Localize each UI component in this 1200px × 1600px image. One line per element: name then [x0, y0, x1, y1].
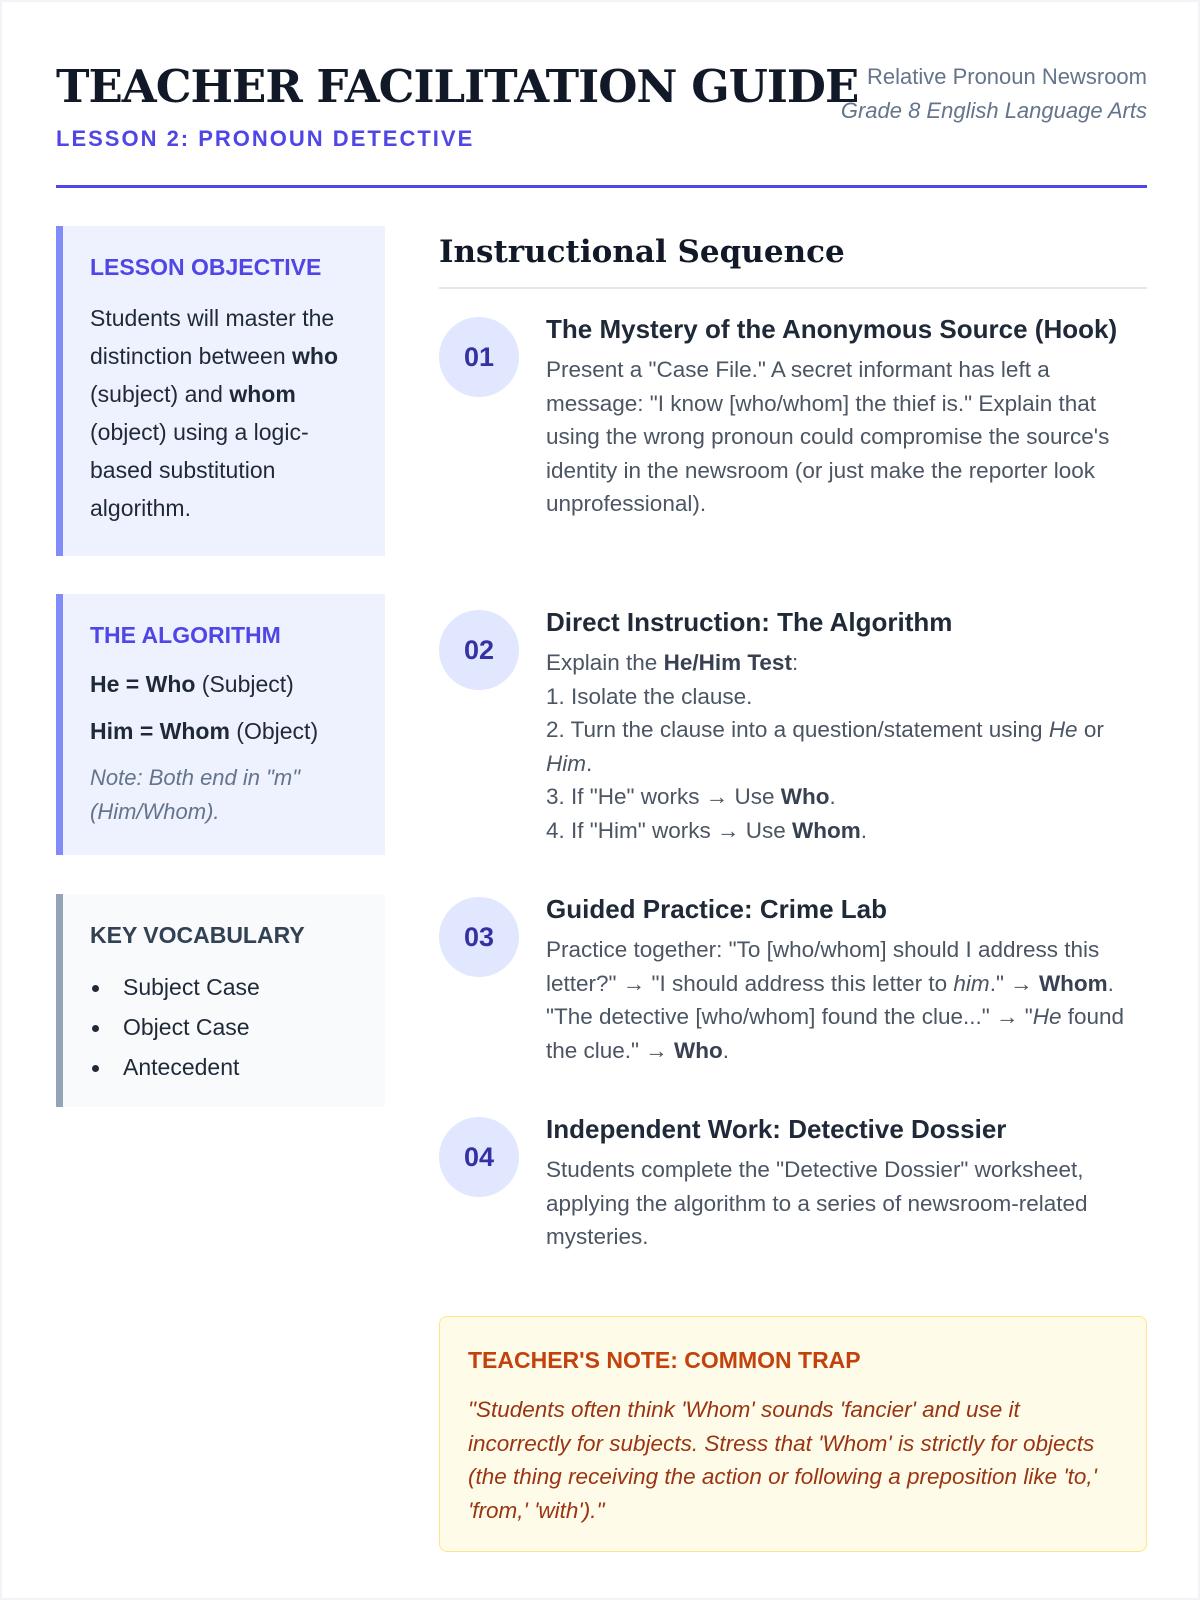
text-part: 2. Turn the clause into a question/statement using	[546, 717, 1049, 742]
course-meta	[841, 60, 1147, 128]
text-part: ." →	[989, 970, 1039, 996]
pronoun-who: Who	[674, 1037, 723, 1063]
step-line: 1. Isolate the clause.	[546, 683, 753, 709]
text-part: or	[1077, 717, 1104, 742]
algorithm-row-object	[90, 714, 367, 748]
objective-text-part: (object) using a logic-based substitution algorithm.	[90, 419, 309, 521]
objective-text-part: Students will master the distinction between	[90, 305, 335, 369]
step-description	[546, 933, 1147, 1067]
step-number-badge: 04	[439, 1117, 519, 1197]
pronoun-whom: Whom	[1038, 970, 1108, 996]
text-part: .	[722, 1037, 730, 1063]
instructional-sequence	[439, 226, 1147, 289]
algorithm-rule: He = Who	[90, 671, 196, 697]
algorithm-row-subject	[90, 667, 367, 701]
step-number-badge: 01	[439, 317, 519, 397]
course-name: Relative Pronoun Newsroom	[866, 64, 1147, 89]
text-part: .	[586, 750, 593, 776]
pronoun-him: him	[953, 970, 990, 996]
he-him-test: He/Him Test	[663, 650, 792, 675]
vocabulary-heading: KEY VOCABULARY	[90, 922, 305, 948]
objective-text-part: (subject) and	[90, 381, 230, 407]
text-part: 3. If "He" works → Use	[546, 784, 781, 809]
list-item: Object Case	[90, 1007, 367, 1047]
algorithm-case: (Subject)	[195, 671, 294, 697]
pronoun-who: Who	[780, 784, 830, 809]
algorithm-note: Note: Both end in "m" (Him/Whom).	[90, 765, 301, 824]
step-line	[546, 713, 1147, 780]
text-part: found the clue." →	[546, 1004, 1125, 1063]
pronoun-he: He	[1032, 1004, 1062, 1029]
objective-heading: LESSON OBJECTIVE	[90, 254, 322, 280]
guide-page	[2, 2, 1198, 1598]
grade-label: Grade 8 English Language Arts	[840, 98, 1147, 123]
step-description: Present a "Case File." A secret informant has left a message: "I know [who/whom] the thief is." Explain that using the wrong pronoun could compromise the source's identity in the newsroom (or just make the reporter look unprofessional).	[546, 357, 1110, 516]
algorithm-rule: Him = Whom	[90, 718, 230, 744]
objective-whom: whom	[229, 381, 296, 407]
pronoun-whom: Whom	[792, 817, 861, 843]
page-header	[56, 60, 1147, 188]
vocabulary-list	[90, 967, 367, 1087]
pronoun-he: He	[1048, 717, 1078, 742]
list-item: Subject Case	[90, 967, 367, 1007]
list-item: Antecedent	[90, 1047, 367, 1087]
step-number-badge: 02	[439, 610, 519, 690]
text-part: .	[829, 784, 836, 809]
text-part: Practice together: "To [who/whom] should I address this letter?" → "I should address this letter to	[546, 937, 1100, 996]
step-number-badge: 03	[439, 897, 519, 977]
algorithm-case: (Object)	[229, 718, 319, 744]
sequence-title: Instructional Sequence	[439, 226, 1147, 289]
step-description	[546, 646, 1147, 847]
step-line	[546, 780, 1147, 814]
step-title: Guided Practice: Crime Lab	[546, 894, 887, 924]
page-title: TEACHER FACILITATION GUIDE	[56, 60, 859, 113]
algorithm-heading: THE ALGORITHM	[90, 622, 281, 648]
step-description: Students complete the "Detective Dossier" worksheet, applying the algorithm to a series of newsroom-related mysteries.	[546, 1157, 1088, 1249]
text-part: :	[791, 650, 799, 675]
teacher-note-text: "Students often think 'Whom' sounds 'fancier' and use it incorrectly for subjects. Stress that 'Whom' is strictly for objects (the thing receiving the action or following a preposition like 'to,' 'from,' 'with')."	[468, 1397, 1097, 1523]
algorithm-card	[56, 594, 385, 855]
teacher-note-heading: TEACHER'S NOTE: COMMON TRAP	[468, 1347, 861, 1373]
lesson-subtitle: LESSON 2: PRONOUN DETECTIVE	[56, 126, 475, 151]
objective-text	[90, 299, 367, 527]
step-line	[546, 814, 1147, 848]
step-line	[546, 646, 1147, 680]
key-vocabulary-card	[56, 894, 385, 1107]
pronoun-him: Him	[546, 750, 586, 776]
text-part: Explain the	[546, 650, 664, 675]
lesson-objective-card	[56, 226, 385, 556]
objective-who: who	[292, 343, 339, 369]
step-title: Independent Work: Detective Dossier	[546, 1114, 1007, 1144]
text-part: . "The detective [who/whom] found the clue..." → "	[546, 970, 1114, 1029]
text-part: .	[860, 817, 868, 843]
teacher-note-callout	[439, 1316, 1147, 1552]
step-title: Direct Instruction: The Algorithm	[546, 607, 953, 637]
step-title: The Mystery of the Anonymous Source (Hook)	[546, 314, 1118, 344]
text-part: 4. If "Him" works → Use	[546, 817, 793, 843]
